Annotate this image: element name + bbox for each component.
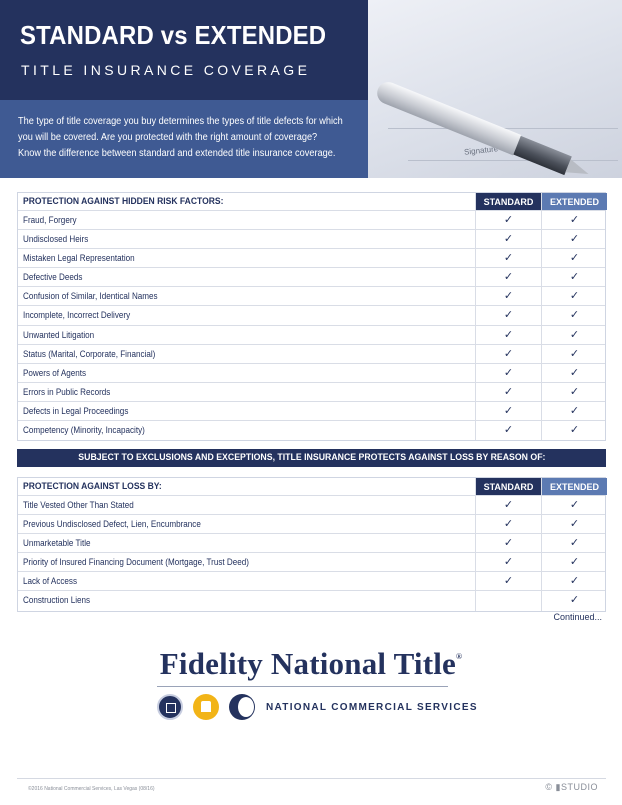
brand-divider [157,686,448,687]
standard-check-icon: ✓ [475,383,541,401]
table-row [18,230,605,249]
standard-check-icon: ✓ [475,287,541,305]
table-row [18,326,605,345]
table-row [18,306,605,325]
standard-check-icon: ✓ [475,421,541,440]
extended-check-icon: ✓ [541,515,607,533]
row-label: Lack of Access [23,576,78,587]
standard-check-icon: ✓ [475,249,541,267]
row-label: Status (Marital, Corporate, Financial) [23,348,156,359]
table-heading: PROTECTION AGAINST HIDDEN RISK FACTORS: [23,196,224,207]
extended-check-icon: ✓ [541,211,607,229]
standard-check-icon: ✓ [475,326,541,344]
table-row [18,402,605,421]
row-label: Unwanted Litigation [23,329,95,340]
table-row [18,591,605,610]
signature-label: Signature [463,144,499,157]
standard-check-icon: ✓ [475,345,541,363]
standard-check-icon: ✓ [475,515,541,533]
extended-column-header: EXTENDED [541,193,607,210]
intro-line: you will be covered. Are you protected with the right amount of coverage? [18,132,318,143]
page-title: STANDARD vs EXTENDED [20,20,327,50]
table-row [18,383,605,402]
row-label: Mistaken Legal Representation [23,253,135,264]
table-row [18,345,605,364]
extended-column-header: EXTENDED [541,478,607,495]
standard-check-icon: ✓ [475,572,541,590]
standard-check-icon: ✓ [475,553,541,571]
hidden-risk-table [17,192,606,441]
header-hero [0,0,622,178]
table-row [18,496,605,515]
extended-check-icon: ✓ [541,496,607,514]
division-name: NATIONAL COMMERCIAL SERVICES [266,702,478,713]
row-label: Construction Liens [23,595,91,606]
page-subtitle: TITLE INSURANCE COVERAGE [21,62,311,78]
extended-check-icon: ✓ [541,383,607,401]
extended-check-icon: ✓ [541,534,607,552]
row-label: Previous Undisclosed Defect, Lien, Encumbrance [23,519,201,530]
extended-check-icon: ✓ [541,402,607,420]
table-row [18,268,605,287]
table-header-row [18,478,605,496]
standard-check-icon: ✓ [475,306,541,324]
extended-check-icon: ✓ [541,230,607,248]
extended-check-icon: ✓ [541,306,607,324]
table-row [18,421,605,440]
continued-note: Continued... [553,612,602,622]
extended-check-icon: ✓ [541,287,607,305]
loss-protection-table [17,477,606,612]
building-seal-icon [157,694,183,720]
standard-check-icon: ✓ [475,211,541,229]
registered-mark: ® [456,652,463,661]
standard-check-icon: ✓ [475,496,541,514]
table-row [18,534,605,553]
pen-grip [513,136,571,175]
standard-column-header: STANDARD [475,478,541,495]
intro-line: The type of title coverage you buy determines the types of title defects for which [18,116,343,127]
standard-empty-cell [475,591,541,610]
extended-check-icon: ✓ [541,572,607,590]
row-label: Fraud, Forgery [23,215,77,225]
row-label: Errors in Public Records [23,386,111,397]
extended-check-icon: ✓ [541,553,607,571]
extended-check-icon: ✓ [541,421,607,440]
row-label: Confusion of Similar, Identical Names [23,291,158,302]
brand-logo: Fidelity National Title® [159,646,463,681]
row-label: Defects in Legal Proceedings [23,405,129,416]
row-label: Defective Deeds [23,272,83,283]
table-heading: PROTECTION AGAINST LOSS BY: [23,481,162,492]
table-header-row [18,193,605,211]
crescent-seal-icon [229,694,255,720]
extended-check-icon: ✓ [541,345,607,363]
copyright-text: ©2016 National Commercial Services, Las Vegas (08/16) [28,786,155,792]
pen-photo [368,0,622,178]
table-row [18,287,605,306]
row-label: Undisclosed Heirs [23,234,89,245]
extended-check-icon: ✓ [541,249,607,267]
studio-mark: © ▮STUDIO [545,782,598,792]
table-row [18,211,605,230]
standard-column-header: STANDARD [475,193,541,210]
gold-seal-icon [193,694,219,720]
row-label: Incomplete, Incorrect Delivery [23,310,131,321]
extended-check-icon: ✓ [541,268,607,286]
table-row [18,553,605,572]
exclusions-banner: SUBJECT TO EXCLUSIONS AND EXCEPTIONS, TITLE INSURANCE PROTECTS AGAINST LOSS BY REASON OF: [17,449,606,467]
intro-line: Know the difference between standard and extended title insurance coverage. [18,148,336,159]
table-row [18,249,605,268]
row-label: Powers of Agents [23,367,87,378]
row-label: Priority of Insured Financing Document (Mortgage, Trust Deed) [23,557,249,568]
pen-body [374,79,521,156]
extended-check-icon: ✓ [541,364,607,382]
table-row [18,572,605,591]
standard-check-icon: ✓ [475,402,541,420]
row-label: Title Vested Other Than Stated [23,500,134,510]
table-row [18,515,605,534]
intro-text [18,114,363,162]
footer-divider [17,778,606,779]
row-label: Unmarketable Title [23,538,91,549]
extended-check-icon: ✓ [541,326,607,344]
standard-check-icon: ✓ [475,364,541,382]
standard-check-icon: ✓ [475,534,541,552]
row-label: Competency (Minority, Incapacity) [23,425,145,436]
standard-check-icon: ✓ [475,230,541,248]
pen-tip [565,159,591,178]
standard-check-icon: ✓ [475,268,541,286]
table-row [18,364,605,383]
extended-check-icon: ✓ [541,591,607,610]
